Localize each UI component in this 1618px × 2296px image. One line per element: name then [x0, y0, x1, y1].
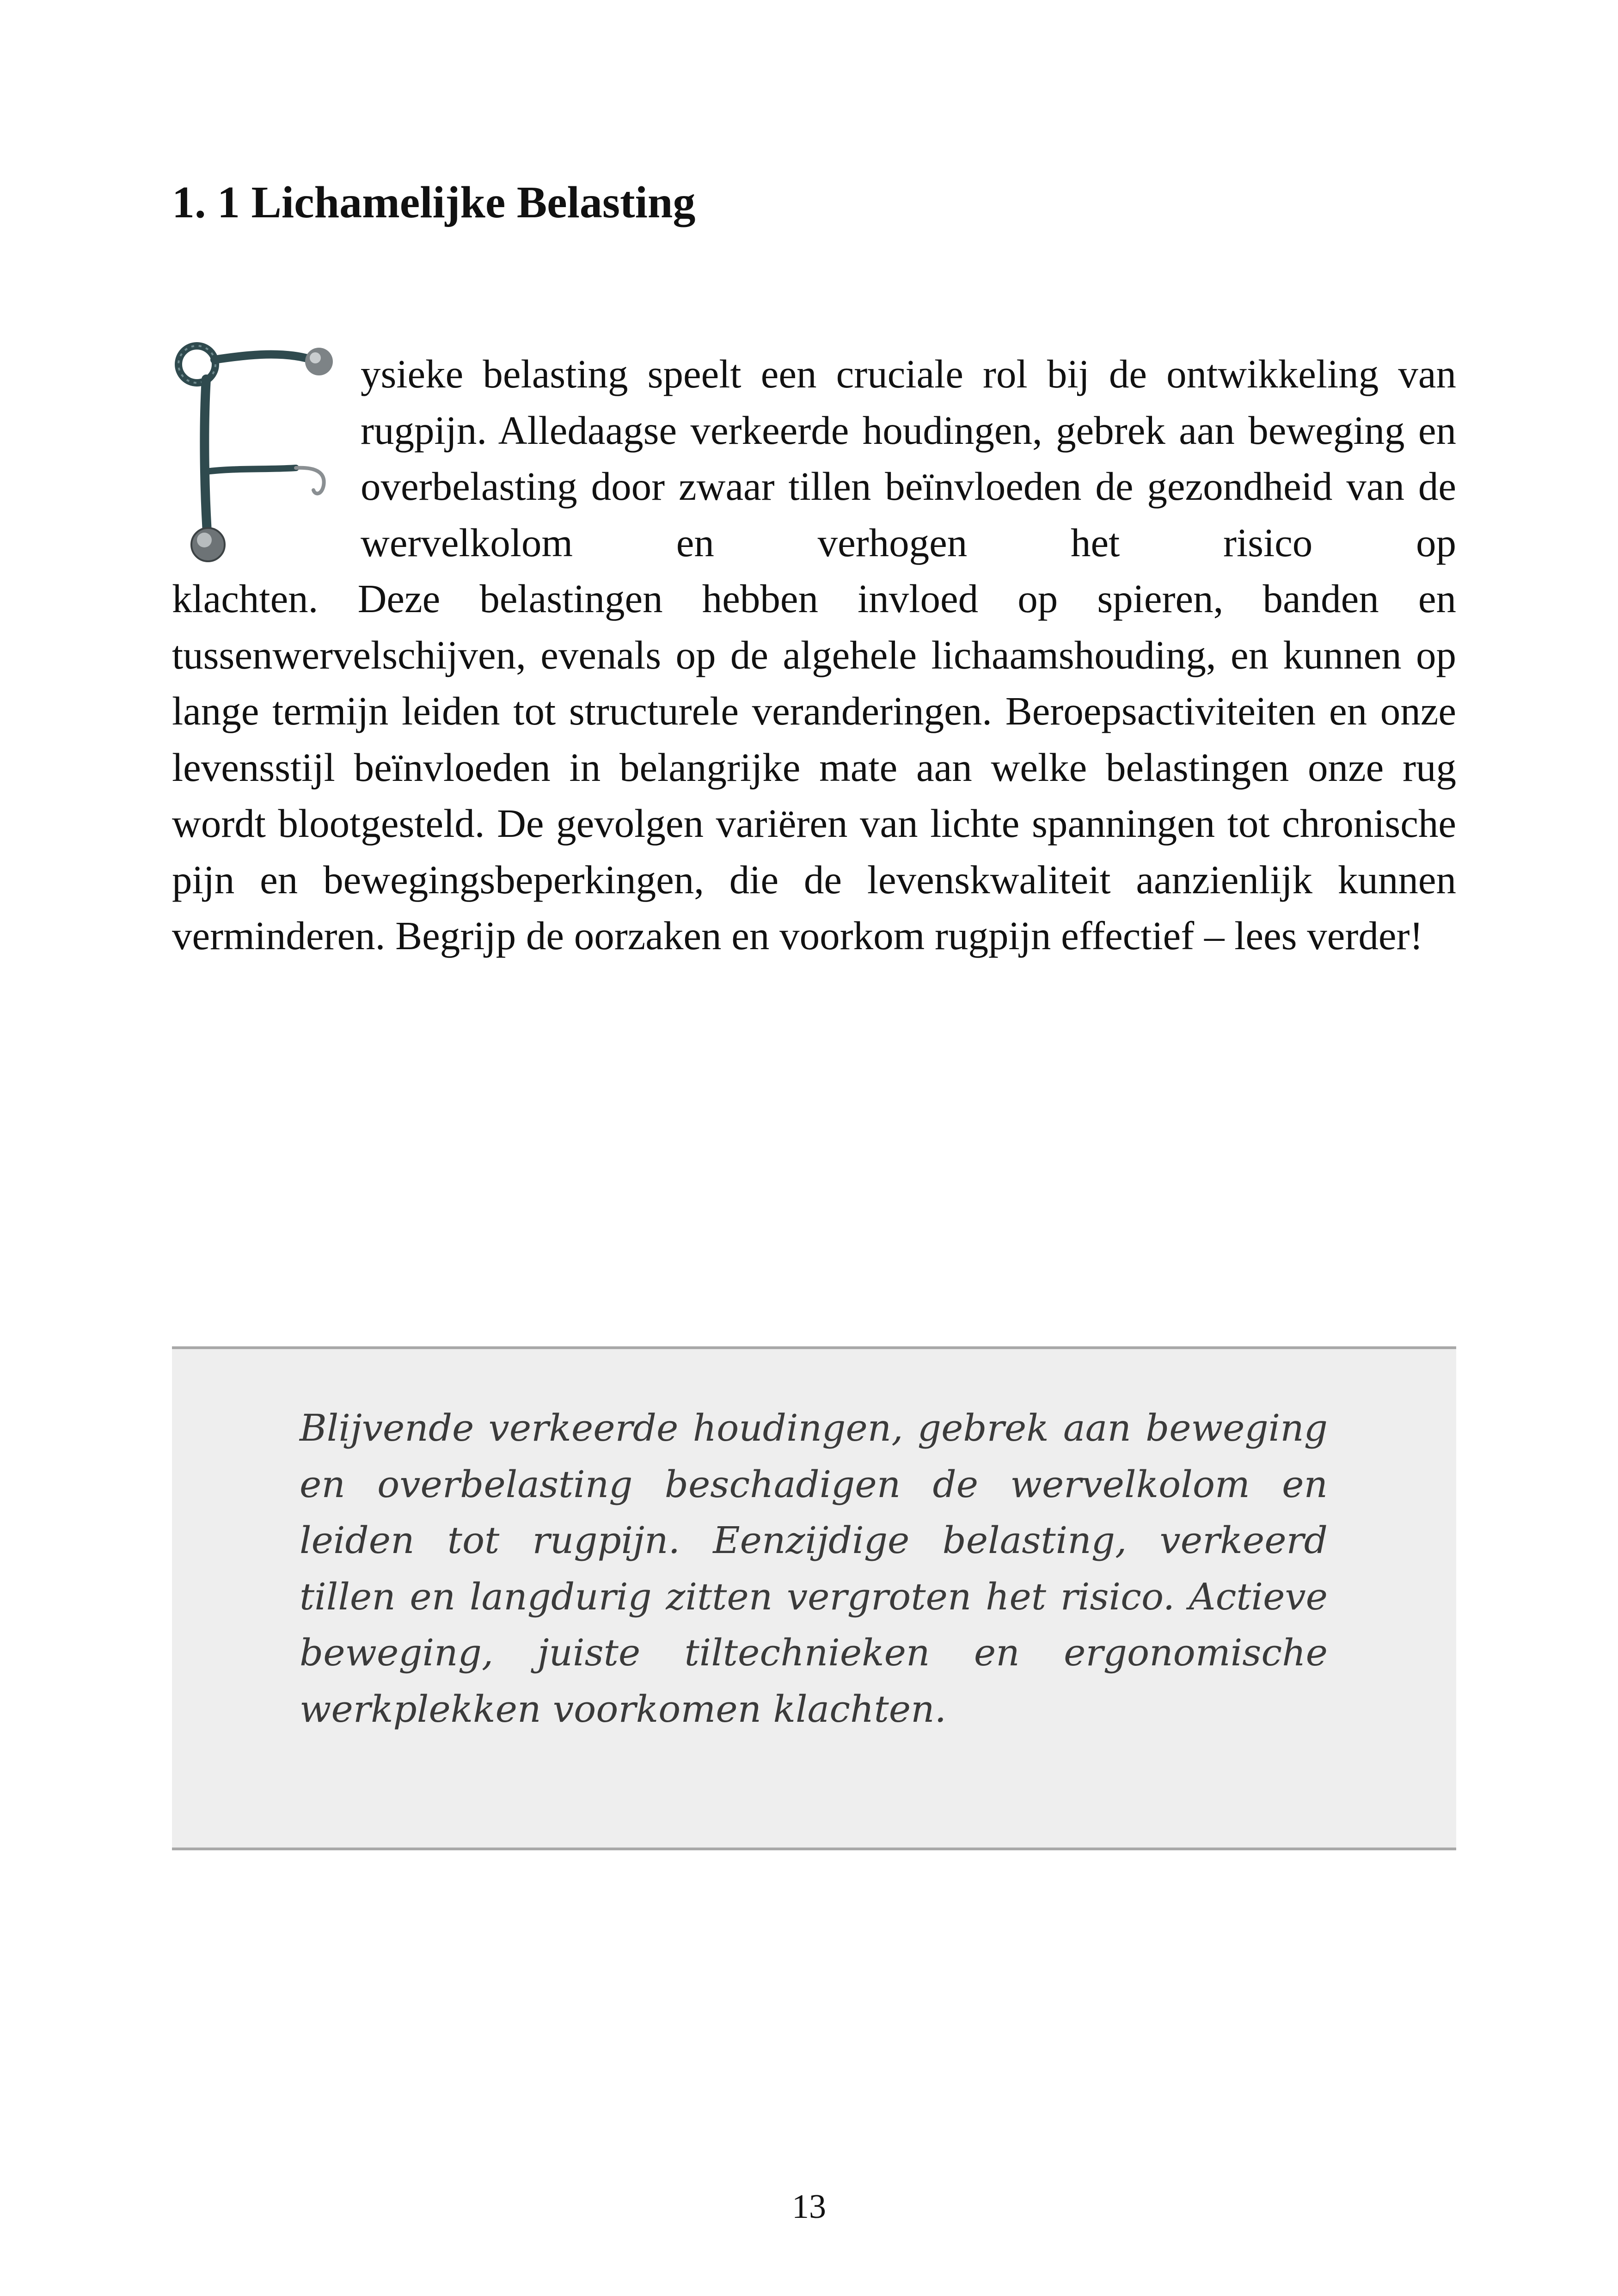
summary-callout-box: [172, 1346, 1456, 1850]
body-paragraph: klachten. Deze belastingen hebben invloed op spieren, banden en tussenwervelschijven, evenals op de algehele lichaamshouding, en kunnen op lange termijn leiden tot structurele veranderingen. Beroepsactiviteiten en onze levensstijl beïnvloeden in belangrijke mate aan welke belastingen onze rug wordt blootgesteld. De gevolgen variëren van lichte spanningen tot chronische pijn en bewegingsbeperkingen, die de levenskwaliteit aanzienlijk kunnen verminderen. Begrijp de oorzaken en voorkom rugpijn effectief – lees verder!: [172, 576, 1456, 958]
section-heading: 1. 1 Lichamelijke Belasting: [172, 178, 696, 227]
page-number: 13: [792, 2188, 826, 2226]
stethoscope-letter-f-icon: [166, 333, 342, 573]
summary-callout-text: Blijvende verkeerde houdingen, gebrek aan beweging en overbelasting beschadigen de wervelkolom en leiden tot rugpijn. Eenzijdige belasting, verkeerd tillen en langdurig zitten vergroten het risico. Actieve beweging, juiste tiltechnieken en ergonomische werkplekken voorkomen klachten.: [300, 1406, 1328, 1731]
intro-paragraph: ysieke belasting speelt een cruciale rol bij de ontwikkeling van rugpijn. Alledaagse verkeerde houdingen, gebrek aan beweging en overbelasting door zwaar tillen beïnvloeden de gezondheid van de wervelkolom en verhogen het risico op: [361, 351, 1456, 565]
